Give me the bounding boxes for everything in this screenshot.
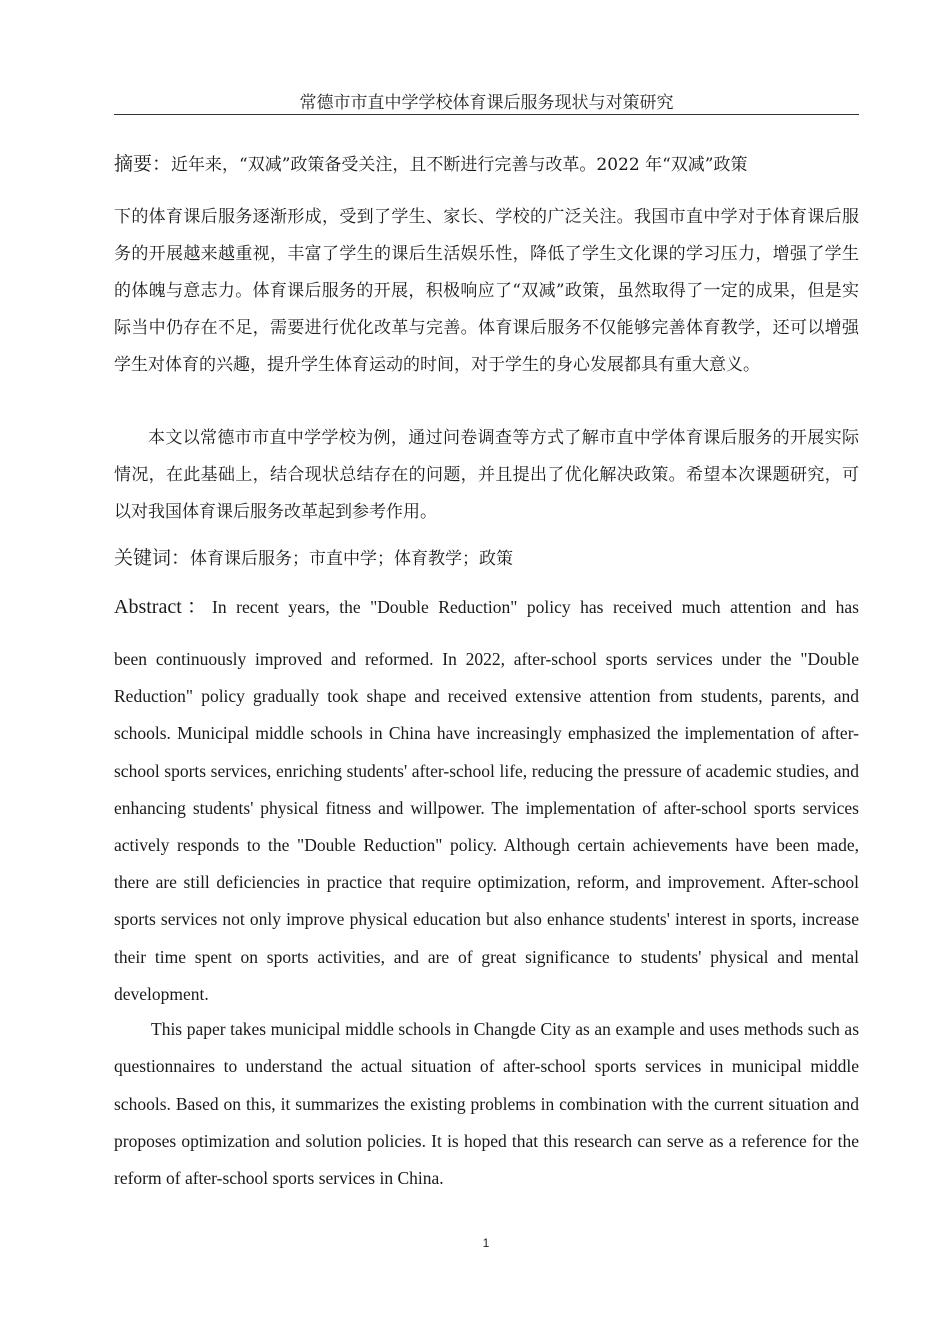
keywords-cn	[114, 544, 859, 573]
page-number: 1	[482, 1236, 490, 1250]
abstract-en-paragraph-1-text: been continuously improved and reformed. In 2022, after-school sports services under the "Double Reduction" policy gradually took shape and received extensive attention from students, parents, and schools. Municipal middle schools in China have increasingly emphasized the implementation of after-school sports services, enriching students' after-school life, reducing the pressure of academic studies, and enhancing students' physical fitness and willpower. The implementation of after-school sports services actively responds to the "Double Reduction" policy. Although certain achievements have been made, there are still deficiencies in practice that require optimization, reform, and improvement. After-school sports services not only improve physical education but also enhance students' interest in sports, increase their time spent on sports activities, and are of great significance to students' physical and mental development.	[114, 649, 859, 1004]
header-divider	[114, 114, 859, 115]
abstract-en-paragraph-1	[114, 593, 859, 1013]
abstract-cn-paragraph-1	[114, 150, 859, 384]
keywords-cn-text: 体育课后服务；市直中学；体育教学；政策	[190, 549, 514, 569]
abstract-cn-paragraph-1-text: 下的体育课后服务逐渐形成，受到了学生、家长、学校的广泛关注。我国市直中学对于体育课后服务的开展越来越重视，丰富了学生的课后生活娱乐性，降低了学生文化课的学习压力，增强了学生的体魄与意志力。体育课后服务的开展，积极响应了“双减”政策，虽然取得了一定的成果，但是实际当中仍存在不足，需要进行优化改革与完善。体育课后服务不仅能够完善体育教学，还可以增强学生对体育的兴趣，提升学生体育运动的时间，对于学生的身心发展都具有重大意义。	[114, 207, 859, 375]
abstract-cn-label: 摘要：	[114, 153, 172, 175]
abstract-cn-first-line-text: 近年来，“双减”政策备受关注，且不断进行完善与改革。2022 年“双减”政策	[171, 155, 748, 175]
abstract-en-paragraph-2: This paper takes municipal middle schools in Changde City as an example and uses methods such as questionnaires to understand the actual situation of after-school sports services in municipal middle schools. Based on this, it summarizes the existing problems in combination with the current situation and proposes optimization and solution policies. It is hoped that this research can serve as a reference for the reform of after-school sports services in China.	[114, 1019, 859, 1189]
keywords-cn-label: 关键词：	[114, 547, 191, 569]
abstract-en-first-line-text: In recent years, the "Double Reduction" policy has received much attention and has	[212, 597, 859, 617]
abstract-cn-paragraph-2: 本文以常德市市直中学学校为例，通过问卷调查等方式了解市直中学体育课后服务的开展实际情况，在此基础上，结合现状总结存在的问题，并且提出了优化解决政策。希望本次课题研究，可以对我国体育课后服务改革起到参考作用。	[114, 428, 859, 522]
running-header-title: 常德市市直中学学校体育课后服务现状与对策研究	[299, 93, 674, 113]
abstract-en-label: Abstract：	[114, 596, 213, 618]
abstract-cn-first-line	[114, 150, 859, 179]
abstract-en-first-line	[114, 593, 859, 621]
